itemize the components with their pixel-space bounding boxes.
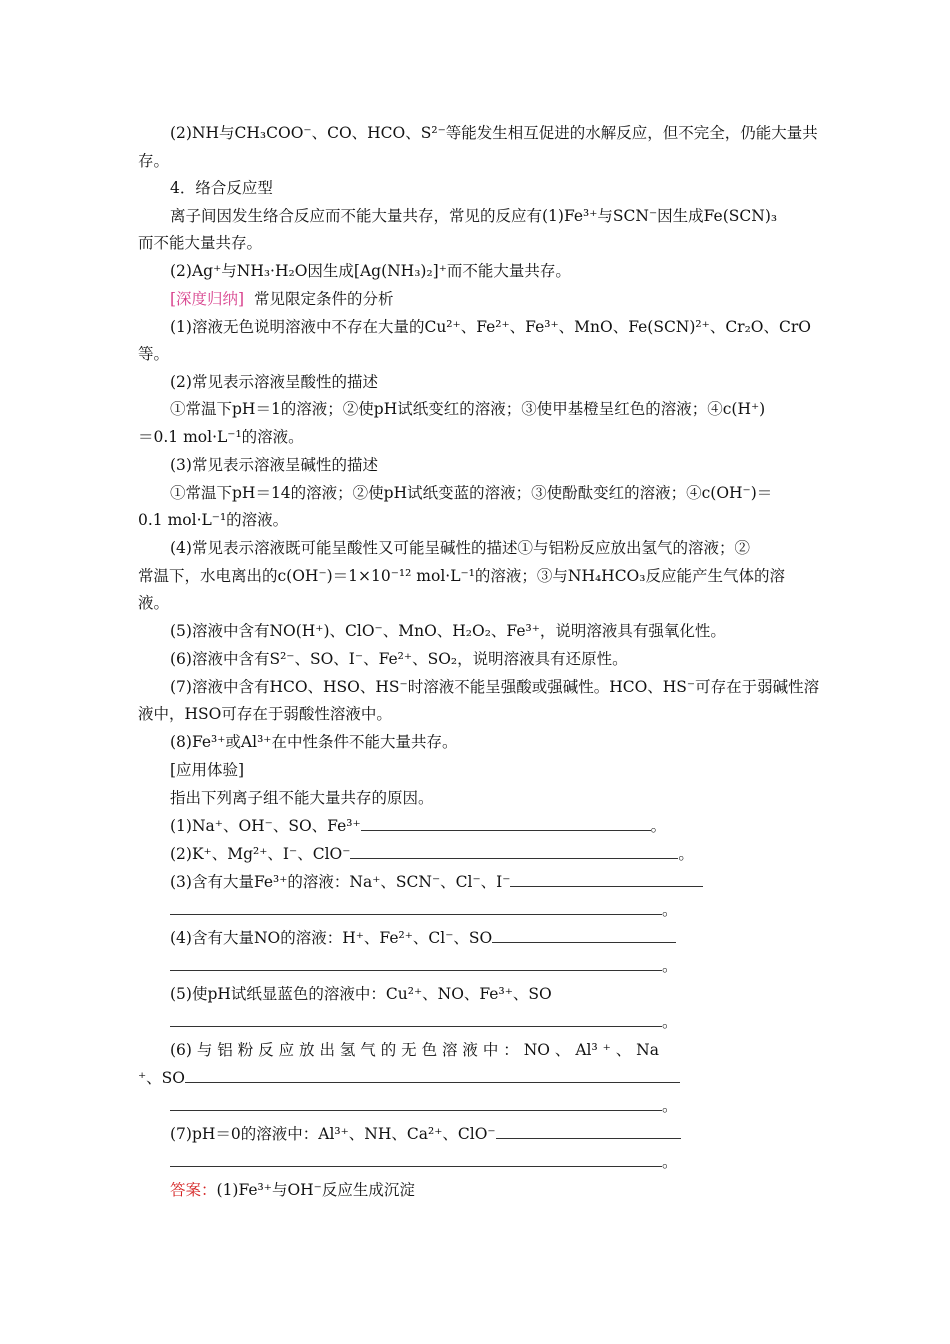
exercise-text: (3)含有大量Fe³⁺的溶液：Na⁺、SCN⁻、Cl⁻、I⁻ — [170, 873, 511, 891]
summary-title: 常见限定条件的分析 — [253, 290, 394, 308]
exercise-4 — [170, 927, 850, 949]
exercise-text: ⁺、SO — [138, 1069, 186, 1087]
text-line: 常温下，水电离出的c(OH⁻)＝1×10⁻¹² mol·L⁻¹的溶液；③与NH₄HCO₃反应能产生气体的溶 — [138, 567, 785, 585]
text-line: (5)溶液中含有NO(H⁺)、ClO⁻、MnO、H₂O₂、Fe³⁺，说明溶液具有强氧化性。 — [170, 622, 726, 640]
text-line: (1)溶液无色说明溶液中不存在大量的Cu²⁺、Fe²⁺、Fe³⁺、MnO、Fe(SCN)²⁺、Cr₂O、CrO — [170, 318, 811, 336]
exercise-1 — [170, 815, 850, 837]
text-line: (2)NH与CH₃COO⁻、CO、HCO、S²⁻等能发生相互促进的水解反应，但不完全，仍能大量共 — [170, 124, 818, 142]
exercise-text: (7)pH＝0的溶液中：Al³⁺、NH、Ca²⁺、ClO⁻ — [170, 1125, 496, 1143]
exercise-5: (5)使pH试纸显蓝色的溶液中：Cu²⁺、NO、Fe³⁺、SO — [170, 985, 552, 1003]
section-heading: 4．络合反应型 — [170, 179, 273, 197]
text-line: 液中，HSO可存在于弱酸性溶液中。 — [138, 705, 392, 723]
exercise-6: (6) 与 铝 粉 反 应 放 出 氢 气 的 无 色 溶 液 中 ： NO 、 Al³ ⁺ 、 Na — [170, 1041, 659, 1059]
text-line: 离子间因发生络合反应而不能大量共存，常见的反应有(1)Fe³⁺与SCN⁻因生成Fe(SCN)₃ — [170, 207, 778, 225]
exercise-text: (2)K⁺、Mg²⁺、I⁻、ClO⁻ — [170, 845, 351, 863]
answer-blank[interactable] — [170, 955, 662, 971]
text-line: 0.1 mol·L⁻¹的溶液。 — [138, 511, 289, 529]
period: 。 — [662, 1153, 678, 1171]
exercise-7 — [170, 1123, 850, 1145]
exercise-text: (1)Na⁺、OH⁻、SO、Fe³⁺ — [170, 817, 361, 835]
summary-heading — [170, 288, 850, 310]
exercise-3 — [170, 871, 850, 893]
answer-blank[interactable] — [170, 1095, 662, 1111]
answer-blank[interactable] — [185, 1067, 680, 1083]
text-line: ①常温下pH＝14的溶液；②使pH试纸变蓝的溶液；③使酚酞变红的溶液；④c(OH⁻)＝ — [170, 484, 773, 502]
section-heading: [应用体验] — [170, 761, 245, 779]
period: 。 — [662, 957, 678, 975]
answer-blank[interactable] — [350, 843, 678, 859]
exercise-2 — [170, 843, 850, 865]
answer-blank[interactable] — [170, 1011, 662, 1027]
exercise-5-cont — [170, 1011, 850, 1033]
text-line: 而不能大量共存。 — [138, 234, 263, 252]
text-line: (8)Fe³⁺或Al³⁺在中性条件不能大量共存。 — [170, 733, 458, 751]
answer-line — [170, 1179, 850, 1201]
text-line: (2)常见表示溶液呈酸性的描述 — [170, 373, 378, 391]
text-line: 液。 — [138, 594, 170, 612]
text-line: (6)溶液中含有S²⁻、SO、I⁻、Fe²⁺、SO₂，说明溶液具有还原性。 — [170, 650, 628, 668]
answer-blank[interactable] — [492, 927, 676, 943]
answer-blank[interactable] — [361, 815, 651, 831]
text-line: 指出下列离子组不能大量共存的原因。 — [170, 789, 434, 807]
answer-blank[interactable] — [510, 871, 703, 887]
text-line: ＝0.1 mol·L⁻¹的溶液。 — [138, 428, 304, 446]
text-line: (7)溶液中含有HCO、HSO、HS⁻时溶液不能呈强酸或强碱性。HCO、HS⁻可存在于弱碱性溶 — [170, 678, 820, 696]
exercise-text: (4)含有大量NO的溶液：H⁺、Fe²⁺、Cl⁻、SO — [170, 929, 493, 947]
period: 。 — [662, 1097, 678, 1115]
period: 。 — [662, 901, 678, 919]
answer-blank[interactable] — [496, 1123, 681, 1139]
text-line: 等。 — [138, 345, 170, 363]
period: 。 — [662, 1013, 678, 1031]
text-line: (3)常见表示溶液呈碱性的描述 — [170, 456, 378, 474]
exercise-4-cont — [170, 955, 850, 977]
exercise-6-cont — [138, 1067, 818, 1089]
text-line: (4)常见表示溶液既可能呈酸性又可能呈碱性的描述①与铝粉反应放出氢气的溶液；② — [170, 539, 750, 557]
period: 。 — [650, 817, 667, 835]
exercise-3-cont — [170, 899, 850, 921]
answer-blank[interactable] — [170, 899, 662, 915]
text-line: (2)Ag⁺与NH₃·H₂O因生成[Ag(NH₃)₂]⁺而不能大量共存。 — [170, 262, 571, 280]
answer-text: (1)Fe³⁺与OH⁻反应生成沉淀 — [216, 1181, 415, 1199]
answer-blank[interactable] — [170, 1151, 662, 1167]
exercise-6-cont2 — [170, 1095, 850, 1117]
period: 。 — [678, 845, 694, 863]
summary-tag: [深度归纳] — [170, 290, 245, 308]
text-line: ①常温下pH＝1的溶液；②使pH试纸变红的溶液；③使甲基橙呈红色的溶液；④c(H⁺) — [170, 400, 766, 418]
text-line: 存。 — [138, 152, 170, 170]
answer-label: 答案： — [170, 1181, 217, 1199]
exercise-7-cont — [170, 1151, 850, 1173]
